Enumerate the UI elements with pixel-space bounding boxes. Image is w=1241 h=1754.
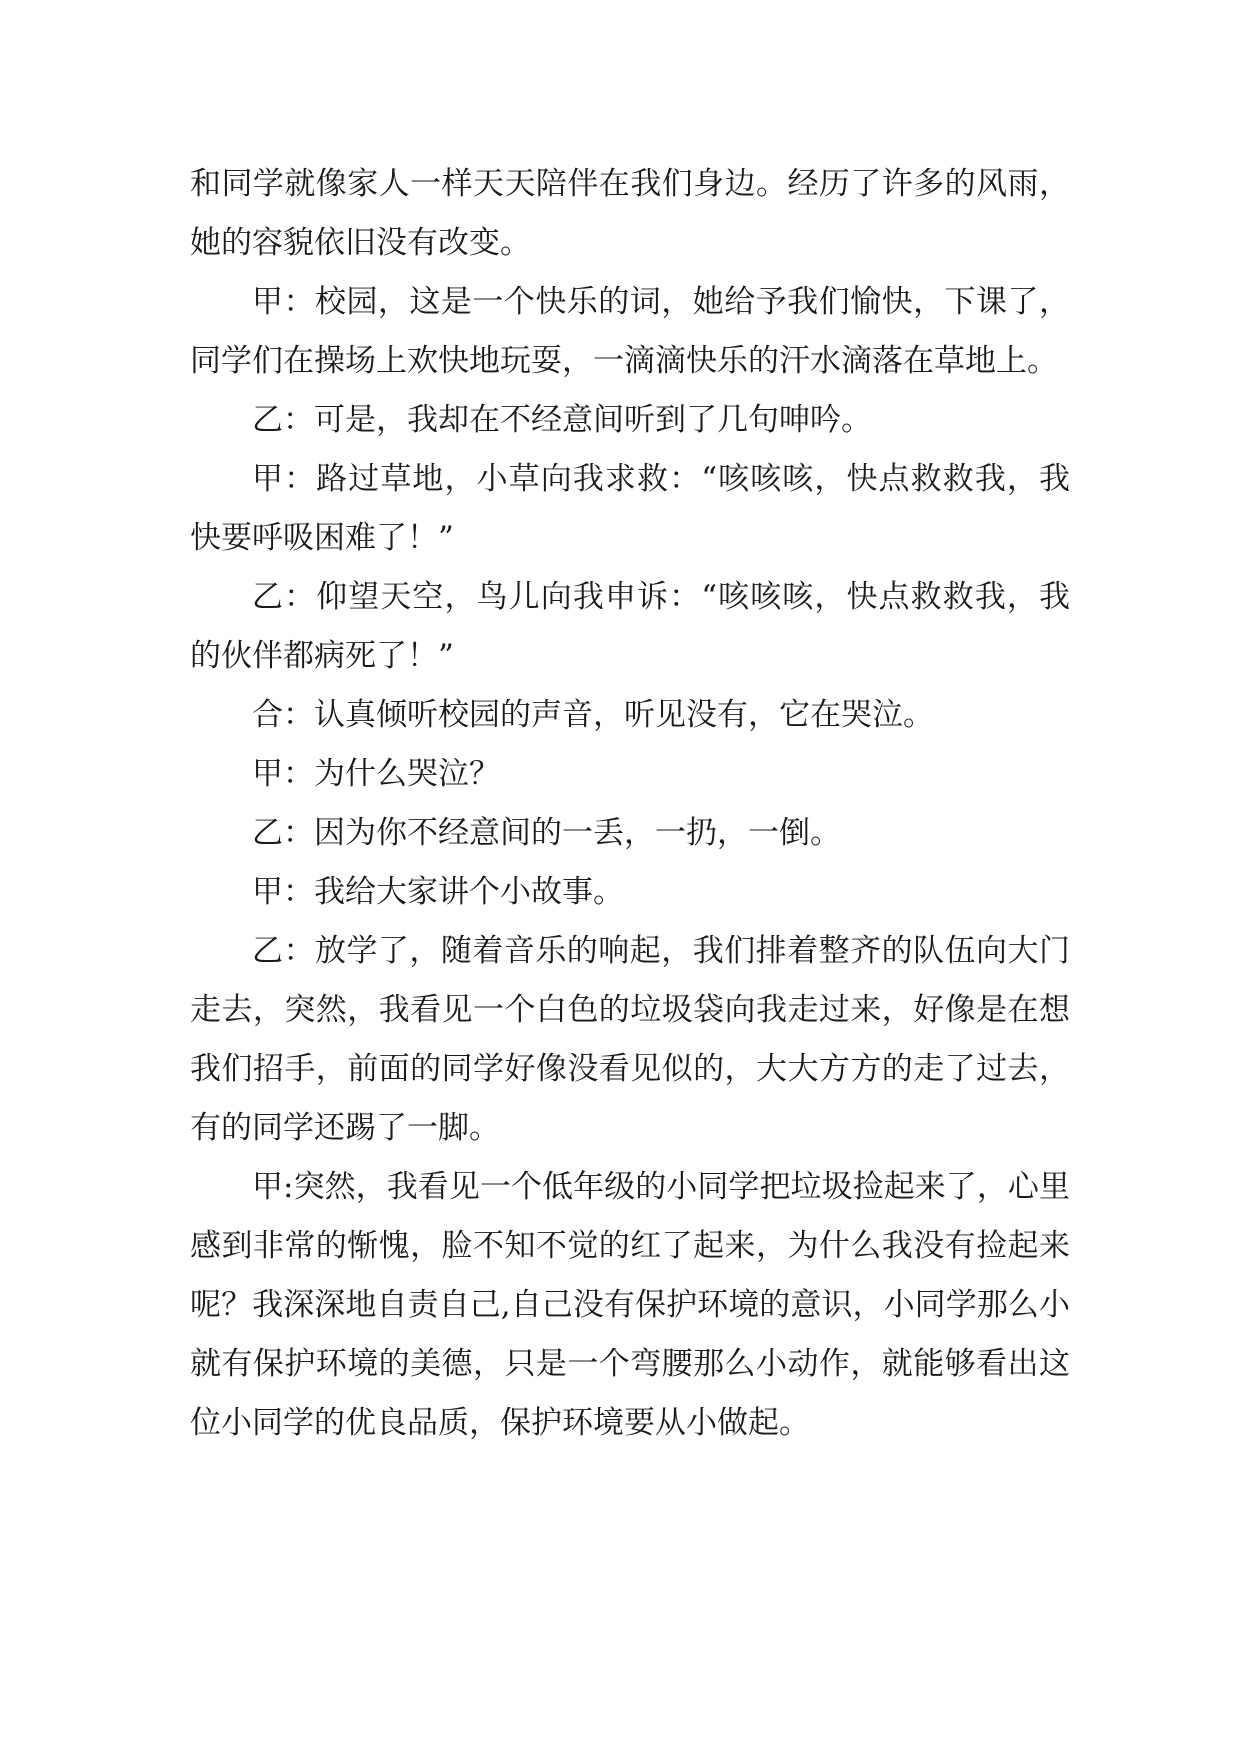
paragraph: 甲:突然，我看见一个低年级的小同学把垃圾捡起来了，心里感到非常的惭愧，脸不知不觉的红了起来，为什么我没有捡起来呢？我深深地自责自己,自己没有保护环境的意识，小同学那么小就有保护环境的美德，只是一个弯腰那么小动作，就能够看出这位小同学的优良品质，保护环境要从小做起。 bbox=[190, 1169, 1070, 1441]
paragraph: 甲：我给大家讲个小故事。 bbox=[252, 874, 624, 910]
paragraph: 合：认真倾听校园的声音，听见没有，它在哭泣。 bbox=[252, 697, 934, 733]
document-body bbox=[190, 155, 1070, 1453]
paragraph: 和同学就像家人一样天天陪伴在我们身边。经历了许多的风雨，她的容貌依旧没有改变。 bbox=[190, 166, 1070, 261]
paragraph: 乙：仰望天空，鸟儿向我申诉：“咳咳咳，快点救救我，我的伙伴都病死了！” bbox=[190, 579, 1070, 674]
paragraph: 乙：可是，我却在不经意间听到了几句呻吟。 bbox=[252, 402, 872, 438]
paragraph: 甲：为什么哭泣？ bbox=[252, 756, 500, 792]
paragraph: 乙：放学了，随着音乐的响起，我们排着整齐的队伍向大门走去，突然，我看见一个白色的垃圾袋向我走过来，好像是在想我们招手，前面的同学好像没看见似的，大大方方的走了过去，有的同学还踢了一脚。 bbox=[190, 933, 1070, 1146]
paragraph: 乙：因为你不经意间的一丢，一扔，一倒。 bbox=[252, 815, 841, 851]
paragraph: 甲：路过草地，小草向我求救：“咳咳咳，快点救救我，我快要呼吸困难了！” bbox=[190, 461, 1070, 556]
paragraph: 甲：校园，这是一个快乐的词，她给予我们愉快，下课了，同学们在操场上欢快地玩耍，一滴滴快乐的汗水滴落在草地上。 bbox=[190, 284, 1070, 379]
